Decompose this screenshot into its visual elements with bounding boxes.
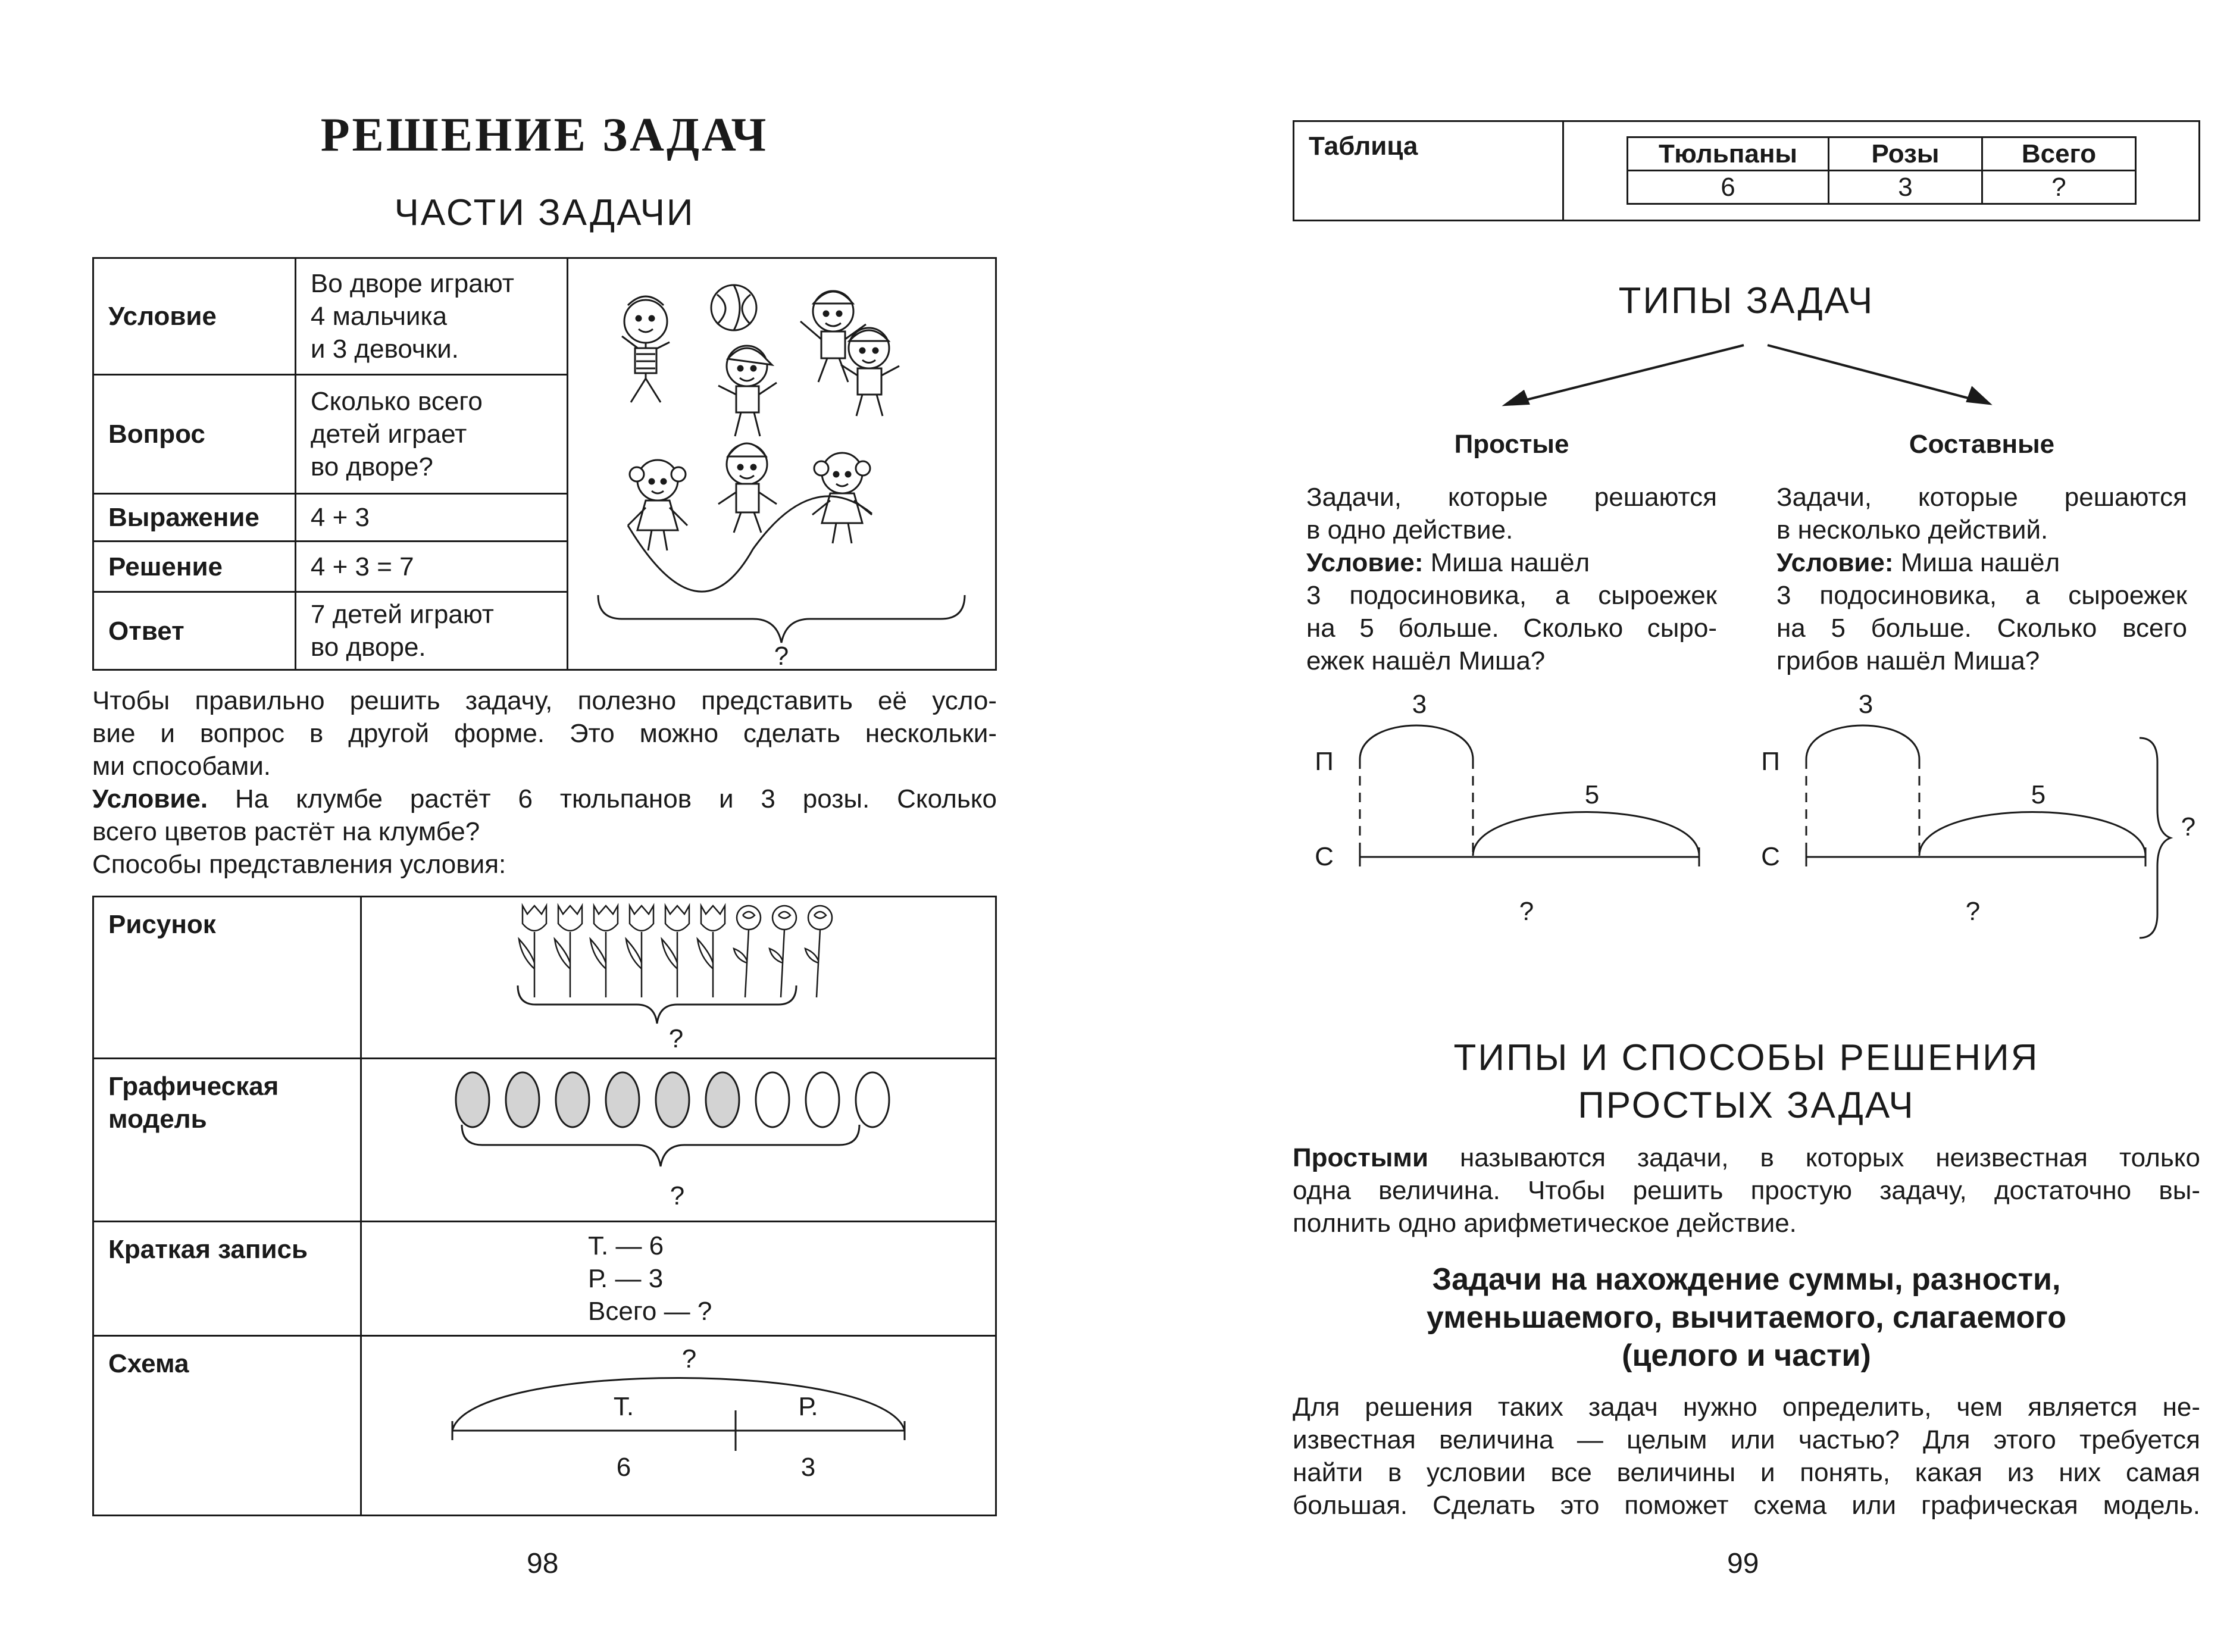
- ovals-model: [362, 1059, 993, 1220]
- row-label-question: Вопрос: [93, 375, 296, 494]
- tulip: [697, 906, 725, 997]
- flowers-drawing: [362, 897, 993, 1057]
- brace-question: ?: [774, 642, 789, 667]
- empty-oval: [756, 1072, 789, 1127]
- header-tulips: Тюльпаны: [1628, 137, 1829, 171]
- filled-oval: [606, 1072, 639, 1127]
- brace-question: ?: [670, 1181, 685, 1210]
- rose: [734, 906, 761, 997]
- row-value-solution: 4 + 3 = 7: [295, 542, 567, 592]
- filled-oval: [556, 1072, 589, 1127]
- tulip: [555, 906, 582, 997]
- scheme-question: ?: [1519, 897, 1534, 926]
- brace: [598, 595, 965, 643]
- empty-oval: [806, 1072, 839, 1127]
- scheme-extra: 5: [1584, 780, 1600, 809]
- graphic-model-cell: [361, 1059, 996, 1222]
- simple-task-scheme: [1306, 684, 1723, 940]
- row-value-condition: Во дворе играют 4 мальчика и 3 девочки.: [295, 258, 567, 375]
- children-playing-illustration: [568, 259, 994, 667]
- value-total: ?: [1982, 171, 2136, 204]
- scheme-total-question: ?: [2181, 812, 2196, 841]
- empty-oval: [856, 1072, 889, 1127]
- table-label: Таблица: [1309, 132, 1418, 161]
- part2-label: Р.: [798, 1392, 818, 1421]
- part1-value: 6: [616, 1453, 631, 1482]
- table-method-box: [1293, 120, 2200, 221]
- tulip: [662, 906, 689, 997]
- tulip: [519, 906, 546, 997]
- rose: [805, 906, 832, 997]
- scheme-top-value: 3: [1412, 690, 1427, 719]
- tulip: [590, 906, 618, 997]
- scheme-row-p: П: [1315, 747, 1334, 776]
- boy-jumping-figure: [718, 443, 777, 533]
- header-total: Всего: [1982, 137, 2136, 171]
- flowers-table: [1627, 136, 2137, 205]
- section-title-parts: ЧАСТИ ЗАДАЧИ: [394, 192, 695, 233]
- scheme-cell: [361, 1336, 996, 1516]
- filled-oval: [506, 1072, 539, 1127]
- sum-scheme: [362, 1337, 993, 1514]
- condition-line: Условие. На клумбе растёт 6 тюльпанов и 3 розы. Сколько: [92, 784, 997, 814]
- row-label-scheme: Схема: [93, 1336, 361, 1516]
- task-parts-table: [92, 257, 997, 671]
- filled-oval: [656, 1072, 689, 1127]
- row-value-question: Сколько всего детей играет во дворе?: [295, 375, 567, 494]
- value-roses: 3: [1829, 171, 1982, 204]
- compound-task-scheme: [1753, 684, 2205, 940]
- compound-heading: Составные: [1909, 430, 2055, 459]
- scheme-row-c: С: [1315, 842, 1334, 871]
- row-label-answer: Ответ: [93, 592, 296, 670]
- rose: [770, 906, 796, 997]
- compound-description: Задачи, которые решаются в несколько действий. Условие: Миша нашёл 3 подосиновика, а сыроежек на 5 больше. Сколько всего грибов нашёл Миша?: [1776, 483, 2187, 675]
- whole-arc: [452, 1378, 905, 1431]
- methods-title: ТИПЫ И СПОСОБЫ РЕШЕНИЯ ПРОСТЫХ ЗАДАЧ: [1453, 1037, 2040, 1126]
- row-label-expression: Выражение: [93, 494, 296, 542]
- girl-left-figure: [628, 460, 687, 550]
- row-label-short-note: Краткая запись: [93, 1222, 361, 1336]
- types-arrows: [1488, 339, 2012, 411]
- part1-label: Т.: [613, 1392, 634, 1421]
- intro-line: ми способами.: [92, 752, 271, 781]
- row-label-drawing: Рисунок: [93, 897, 361, 1059]
- intro-paragraph: [92, 684, 997, 881]
- scheme-row-c: С: [1761, 842, 1780, 871]
- scheme-question: ?: [1965, 897, 1981, 926]
- short-note-cell: [361, 1222, 996, 1336]
- tulip: [626, 906, 653, 997]
- header-roses: Розы: [1829, 137, 1982, 171]
- page-title: РЕШЕНИЕ ЗАДАЧ: [320, 109, 769, 161]
- ball: [711, 285, 756, 330]
- row-value-answer: 7 детей играют во дворе.: [295, 592, 567, 670]
- subsection-heading: Задачи на нахождение суммы, разности, уменьшаемого, вычитаемого, слагаемого (целого и части): [1427, 1262, 2066, 1373]
- short-note-line: Т. — 6: [588, 1231, 664, 1260]
- simple-heading: Простые: [1454, 430, 1569, 459]
- intro-line: вие и вопрос в другой форме. Это можно сделать нескольки-: [92, 719, 997, 748]
- page-number-right: 99: [1727, 1548, 1759, 1579]
- row-value-expression: 4 + 3: [295, 494, 567, 542]
- row-label-solution: Решение: [93, 542, 296, 592]
- filled-oval: [706, 1072, 739, 1127]
- part2-value: 3: [800, 1453, 816, 1482]
- types-title: ТИПЫ ЗАДАЧ: [1618, 280, 1875, 321]
- row-label-graphic-model: Графическая модель: [93, 1059, 361, 1222]
- kid-figure-right: [841, 328, 899, 416]
- scheme-row-p: П: [1761, 747, 1780, 776]
- girl-cap-figure: [718, 346, 777, 436]
- condition-line: всего цветов растёт на клумбе?: [92, 817, 480, 846]
- brace: [462, 1125, 859, 1166]
- value-tulips: 6: [1628, 171, 1829, 204]
- short-note-line: Р. — 3: [588, 1264, 664, 1293]
- scheme-extra: 5: [2031, 780, 2046, 809]
- intro-line: Чтобы правильно решить задачу, полезно представить её усло-: [92, 686, 997, 715]
- scheme-question: ?: [681, 1344, 697, 1373]
- ways-heading: Способы представления условия:: [92, 850, 506, 879]
- short-note-line: Всего — ?: [588, 1297, 712, 1326]
- row-label-condition: Условие: [93, 258, 296, 375]
- simple-description: Задачи, которые решаются в одно действие. Условие: Миша нашёл 3 подосиновика, а сыроежек на 5 больше. Сколько сыро- ежек нашёл Миша?: [1306, 483, 1717, 675]
- page-number-left: 98: [527, 1548, 559, 1579]
- filled-oval: [456, 1072, 489, 1127]
- boy-figure: [622, 296, 670, 402]
- flowers-drawing-cell: [361, 897, 996, 1059]
- final-paragraph: Для решения таких задач нужно определить, чем является не- известная величина — целым или частью? Для этого требуется найти в условии все величины и понять, какая из них самая большая. Сделать это поможет схема или графическая модель.: [1293, 1393, 2200, 1520]
- brace: [518, 985, 796, 1024]
- brace-question: ?: [668, 1024, 684, 1053]
- simple-definition: Простыми называются задачи, в которых неизвестная только одна величина. Чтобы решить простую задачу, достаточно вы- полнить одно арифметическое действие.: [1293, 1143, 2200, 1238]
- scheme-top-value: 3: [1858, 690, 1873, 719]
- children-illustration-cell: [568, 258, 996, 670]
- representation-ways-table: [92, 896, 997, 1516]
- total-brace: [2140, 738, 2170, 938]
